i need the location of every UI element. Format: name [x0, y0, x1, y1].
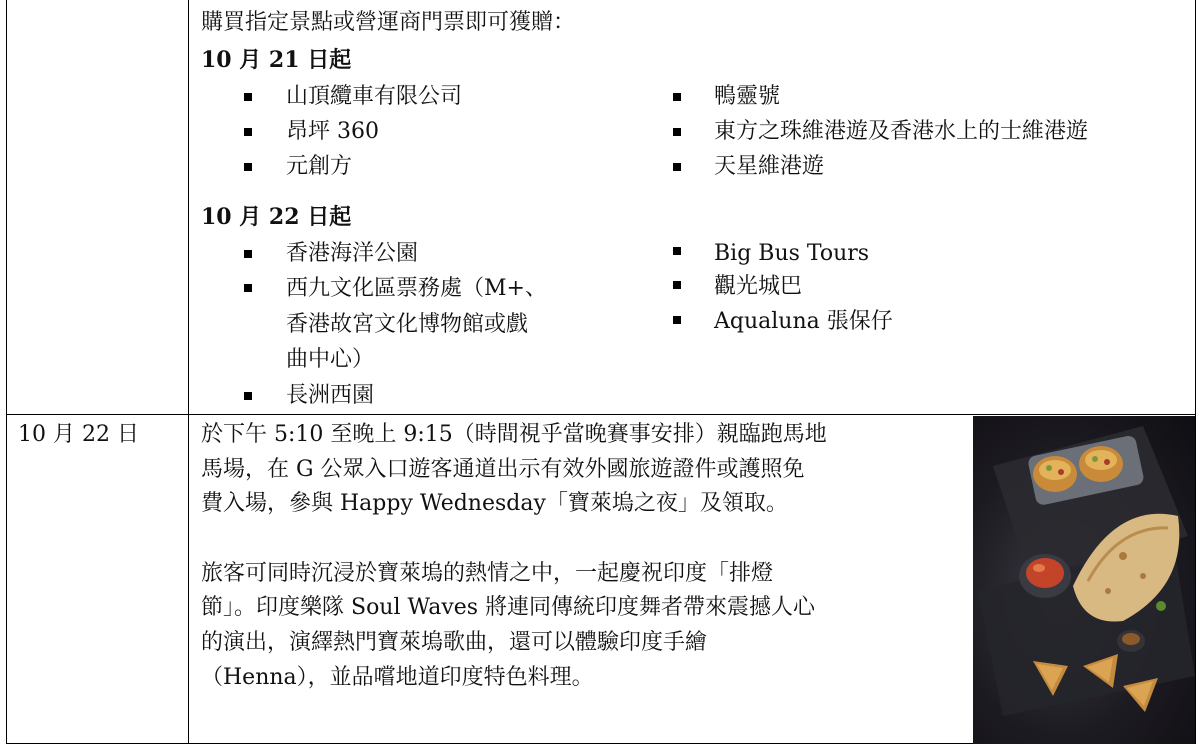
list-item: 西九文化區票務處（M+、 [286, 276, 547, 301]
date-cell: 10 月 22 日 [18, 422, 139, 447]
paragraph-line: 節」。印度樂隊 Soul Waves 將連同傳統印度舞者帶來震撼人心 [201, 595, 816, 620]
list-item: Aqualuna 張保仔 [714, 309, 893, 334]
intro-text: 購買指定景點或營運商門票即可獲贈： [201, 10, 576, 35]
list-item: 香港海洋公園 [286, 241, 419, 266]
bullet [244, 284, 252, 292]
table-border-col-divider [188, 0, 189, 744]
group2-heading: 10 月 22 日起 [201, 204, 352, 230]
paragraph-line: 於下午 5:10 至晚上 9:15（時間視乎當晚賽事安排）親臨跑馬地 [201, 422, 827, 447]
table-row-divider [6, 414, 1196, 415]
list-item: 鴨靈號 [714, 84, 781, 109]
list-item: 元創方 [286, 154, 353, 179]
bullet [244, 392, 252, 400]
bullet [244, 128, 252, 136]
indian-food-photo [973, 416, 1195, 744]
table-border-right [1195, 0, 1196, 744]
paragraph-line: 費入場，參與 Happy Wednesday「寶萊塢之夜」及領取。 [201, 491, 788, 516]
list-item: 昂坪 360 [286, 119, 379, 144]
list-item-continuation: 香港故宮文化博物館或戲 [286, 312, 529, 337]
paragraph-line: 旅客可同時沉浸於寶萊塢的熱情之中，一起慶祝印度「排燈 [201, 561, 774, 586]
table-border-left [6, 0, 7, 744]
bullet [673, 281, 681, 289]
food-illustration [973, 416, 1195, 744]
bullet [244, 163, 252, 171]
list-item: 山頂纜車有限公司 [286, 84, 463, 109]
list-item: Big Bus Tours [714, 241, 870, 266]
list-item: 東方之珠維港遊及香港水上的士維港遊 [714, 119, 1089, 144]
paragraph-line: （Henna），並品嚐地道印度特色料理。 [201, 665, 594, 690]
list-item-continuation: 曲中心） [286, 347, 375, 372]
bullet [244, 93, 252, 101]
list-item: 長洲西園 [286, 383, 375, 408]
bullet [673, 163, 681, 171]
paragraph-line: 的演出，演繹熱門寶萊塢歌曲，還可以體驗印度手繪 [201, 630, 708, 655]
bullet [673, 128, 681, 136]
bullet [673, 247, 681, 255]
bullet [673, 316, 681, 324]
bullet [244, 250, 252, 258]
bullet [673, 93, 681, 101]
list-item: 天星維港遊 [714, 154, 825, 179]
list-item: 觀光城巴 [714, 274, 803, 299]
paragraph-line: 馬場，在 G 公眾入口遊客通道出示有效外國旅遊證件或護照免 [201, 457, 805, 482]
group1-heading: 10 月 21 日起 [201, 47, 352, 73]
